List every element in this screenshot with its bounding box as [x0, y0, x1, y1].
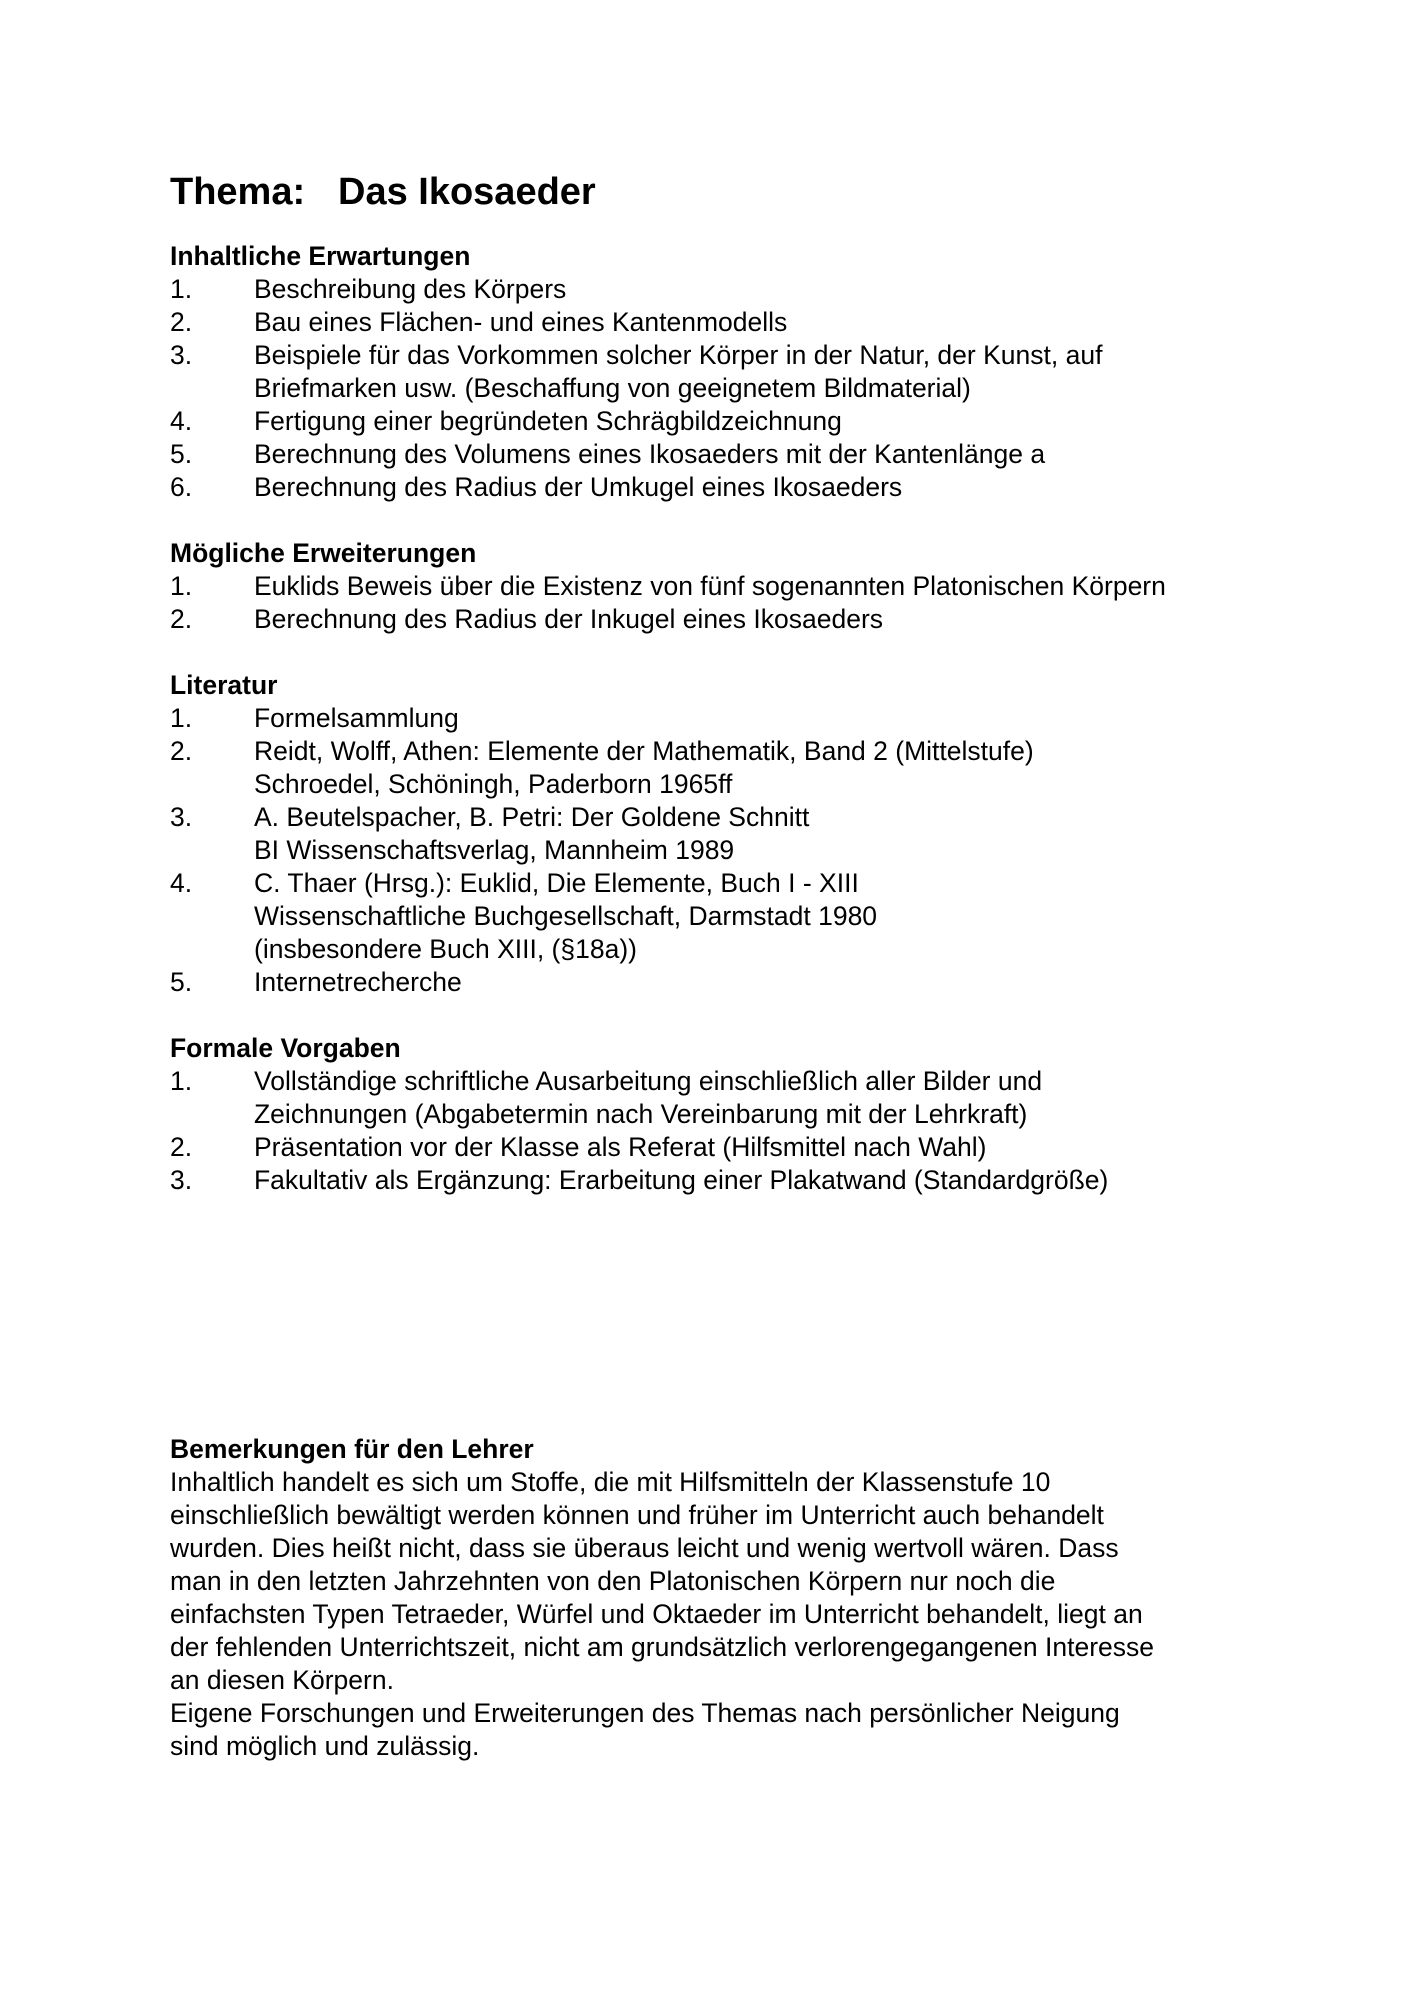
item-text-line: (insbesondere Buch XIII, (§18a)) [254, 934, 637, 964]
item-text-line: BI Wissenschaftsverlag, Mannheim 1989 [254, 835, 735, 865]
item-number: 1. [170, 274, 193, 304]
item-text [254, 306, 1300, 339]
item-text [254, 471, 1300, 504]
remarks-line: an diesen Körpern. [170, 1665, 394, 1695]
item-number: 1. [170, 571, 193, 601]
item-text-line: Reidt, Wolff, Athen: Elemente der Mathematik, Band 2 (Mittelstufe) [254, 736, 1034, 766]
item-text-line: Wissenschaftliche Buchgesellschaft, Darmstadt 1980 [254, 901, 878, 931]
item-text-line: Beschreibung des Körpers [254, 274, 567, 304]
item-text-line: Berechnung des Radius der Inkugel eines Ikosaeders [254, 604, 884, 634]
item-text-line: Briefmarken usw. (Beschaffung von geeignetem Bildmaterial) [254, 373, 971, 403]
item-text [254, 735, 1300, 801]
item-number: 4. [170, 868, 193, 898]
item-text [254, 603, 1300, 636]
item-number: 2. [170, 604, 193, 634]
item-text-line: Vollständige schriftliche Ausarbeitung einschließlich aller Bilder und [254, 1066, 1043, 1096]
item-text [254, 867, 1300, 966]
item-text [254, 1131, 1300, 1164]
item-number: 2. [170, 1132, 193, 1162]
list-item [170, 1164, 1300, 1197]
item-number: 2. [170, 307, 193, 337]
item-text [254, 702, 1300, 735]
item-number: 1. [170, 1066, 193, 1096]
document-body [170, 168, 1300, 1197]
item-text-line: Schroedel, Schöningh, Paderborn 1965ff [254, 769, 733, 799]
item-text-line: Fertigung einer begründeten Schrägbildzeichnung [254, 406, 842, 436]
item-text-line: Berechnung des Radius der Umkugel eines Ikosaeders [254, 472, 903, 502]
item-text [254, 966, 1300, 999]
item-text [254, 339, 1300, 405]
section-literatur [170, 669, 1300, 999]
item-text-line: Beispiele für das Vorkommen solcher Körper in der Natur, der Kunst, auf [254, 340, 1103, 370]
list-item [170, 603, 1300, 636]
item-text-line: Euklids Beweis über die Existenz von fünf sogenannten Platonischen Körpern [254, 571, 1166, 601]
list-item [170, 471, 1300, 504]
item-text-line: Berechnung des Volumens eines Ikosaeders mit der Kantenlänge a [254, 439, 1046, 469]
remarks-line: wurden. Dies heißt nicht, dass sie überaus leicht und wenig wertvoll wären. Dass [170, 1533, 1119, 1563]
section-heading: Literatur [170, 670, 278, 700]
remarks-line: Inhaltlich handelt es sich um Stoffe, die mit Hilfsmitteln der Klassenstufe 10 [170, 1467, 1051, 1497]
page-title [170, 168, 1300, 216]
section-heading: Inhaltliche Erwartungen [170, 241, 471, 271]
list-item [170, 570, 1300, 603]
list-item [170, 867, 1300, 966]
item-number: 6. [170, 472, 193, 502]
item-text-line: Bau eines Flächen- und eines Kantenmodells [254, 307, 788, 337]
list-item [170, 273, 1300, 306]
item-number: 5. [170, 439, 193, 469]
teacher-remarks [170, 1433, 1300, 1763]
item-text-line: Internetrecherche [254, 967, 462, 997]
item-text [254, 438, 1300, 471]
remarks-line: einschließlich bewältigt werden können und früher im Unterricht auch behandelt [170, 1500, 1104, 1530]
item-text-line: A. Beutelspacher, B. Petri: Der Goldene Schnitt [254, 802, 810, 832]
section-formale-vorgaben [170, 1032, 1300, 1197]
item-text [254, 801, 1300, 867]
list-item [170, 735, 1300, 801]
section-heading: Formale Vorgaben [170, 1033, 401, 1063]
section-inhaltliche-erwartungen [170, 240, 1300, 504]
item-number: 3. [170, 1165, 193, 1195]
title-label: Thema: [170, 171, 306, 213]
item-number: 3. [170, 802, 193, 832]
remarks-line: Eigene Forschungen und Erweiterungen des Themas nach persönlicher Neigung [170, 1698, 1120, 1728]
item-text-line: Präsentation vor der Klasse als Referat (Hilfsmittel nach Wahl) [254, 1132, 987, 1162]
sections-container [170, 240, 1300, 1197]
title-text: Das Ikosaeder [338, 171, 596, 213]
remarks-paragraph [170, 1466, 1300, 1763]
list-item [170, 405, 1300, 438]
item-text-line: Zeichnungen (Abgabetermin nach Vereinbarung mit der Lehrkraft) [254, 1099, 1028, 1129]
numbered-list [170, 1065, 1300, 1197]
section-heading: Mögliche Erweiterungen [170, 538, 477, 568]
list-item [170, 438, 1300, 471]
item-number: 4. [170, 406, 193, 436]
list-item [170, 339, 1300, 405]
item-number: 2. [170, 736, 193, 766]
list-item [170, 801, 1300, 867]
item-number: 3. [170, 340, 193, 370]
list-item [170, 306, 1300, 339]
remarks-line: sind möglich und zulässig. [170, 1731, 480, 1761]
remarks-line: einfachsten Typen Tetraeder, Würfel und Oktaeder im Unterricht behandelt, liegt an [170, 1599, 1143, 1629]
item-text [254, 1065, 1300, 1131]
numbered-list [170, 702, 1300, 999]
numbered-list [170, 570, 1300, 636]
list-item [170, 1131, 1300, 1164]
numbered-list [170, 273, 1300, 504]
item-number: 1. [170, 703, 193, 733]
item-text-line: Fakultativ als Ergänzung: Erarbeitung einer Plakatwand (Standardgröße) [254, 1165, 1109, 1195]
remarks-heading: Bemerkungen für den Lehrer [170, 1434, 534, 1464]
list-item [170, 702, 1300, 735]
remarks-line: der fehlenden Unterrichtszeit, nicht am grundsätzlich verlorengegangenen Interesse [170, 1632, 1155, 1662]
item-text-line: C. Thaer (Hrsg.): Euklid, Die Elemente, Buch I - XIII [254, 868, 859, 898]
list-item [170, 966, 1300, 999]
section-moegliche-erweiterungen [170, 537, 1300, 636]
item-text [254, 570, 1300, 603]
item-text [254, 273, 1300, 306]
item-number: 5. [170, 967, 193, 997]
item-text [254, 1164, 1300, 1197]
item-text [254, 405, 1300, 438]
list-item [170, 1065, 1300, 1131]
item-text-line: Formelsammlung [254, 703, 459, 733]
remarks-line: man in den letzten Jahrzehnten von den Platonischen Körpern nur noch die [170, 1566, 1056, 1596]
